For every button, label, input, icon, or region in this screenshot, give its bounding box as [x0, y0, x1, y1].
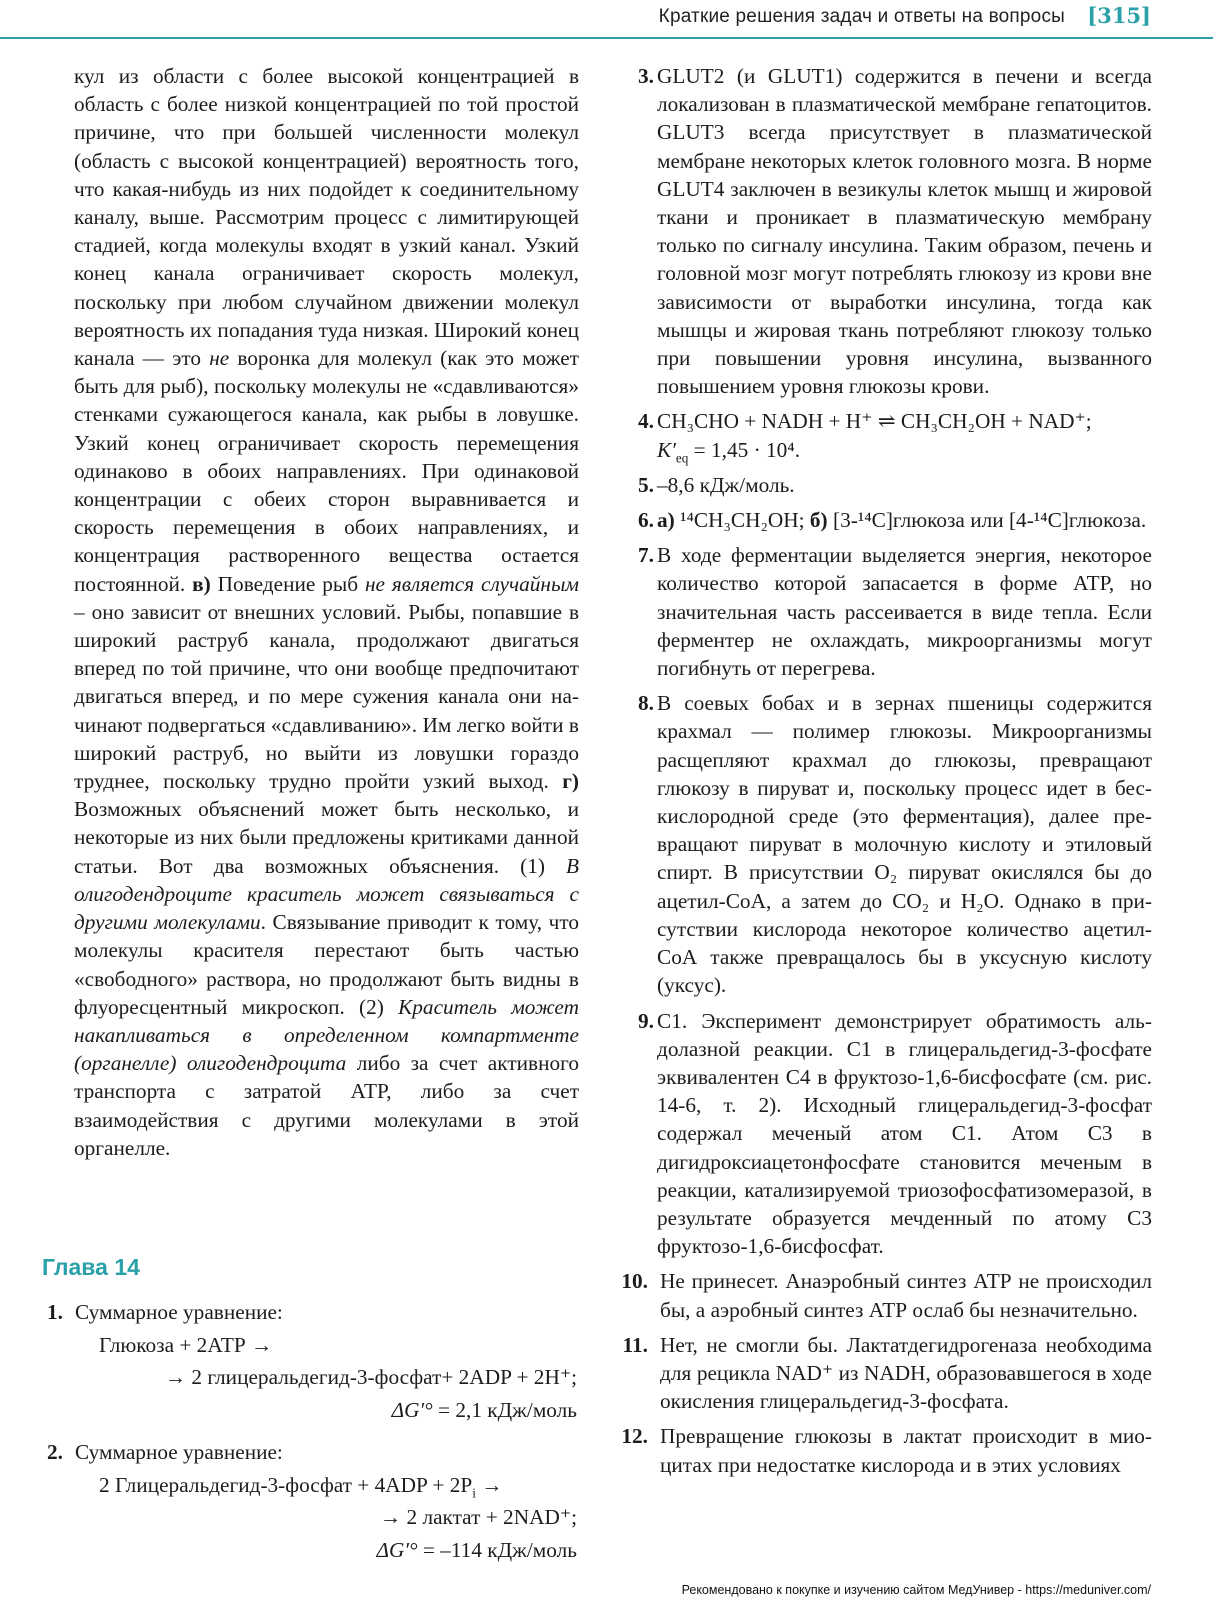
answer-label-g: г)	[562, 769, 579, 794]
right-column	[621, 62, 1152, 1486]
answer-number: 2.	[47, 1440, 63, 1464]
chapter-14-answers	[47, 1296, 577, 1576]
answer-5: 5. –8,6 кДж/моль.	[638, 472, 795, 497]
delta-g-line: ΔG′° = –114 кДж/моль	[376, 1537, 577, 1562]
answer-8: 8. В соевых бобах и в зернах пшеницы содержится крахмал — полимер глюкозы. Микроорганизмы расщепляют крахмал до глюкозы, превращают глюкозу в пируват и, поскольку процесс идет в бескислородной среде (это ферментация), далее превращают пируват в молочную кислоту и этиловый спирт. В присутствии O₂ пируват окислялся бы до ацетил-СоА, а затем до CO₂ и H₂O. Однако в присутствии кислорода некоторое количество ацетил-СоА также превращалось бы в уксусную кислоту (уксус).	[638, 691, 1152, 998]
header-rule	[0, 37, 1213, 39]
answer-4: 4. CH₃CHO + NADH + H⁺ ⇌ CH₃CH₂OH + NAD⁺; $K'_{eq} = 1,45 \cdot 10^4$.	[638, 409, 1092, 465]
answer-11: 11. Нет, не смогли бы. Лактатдегидрогеназа необходима для рецикла NAD⁺ из NADH, образовавшегося в ходе окисления глицеральдегид-3-фосфата.	[622, 1332, 1152, 1414]
answer-9: 9. С1. Эксперимент демонстрирует обратимость альдолазной реакции. С1 в глицеральдегид-3-фосфате эквивалентен С4 в фруктозо-1,6-бисфосфате (см. рис. 14-6, т. 2). Исходный глицеральдегид-3-фосфат содержал меченый атом С1. Атом С3 в дигидроксиацетонфосфате становится меченым в реакции, катализируемой триозофосфатизомеразой, в результате образуется мечденный по атому С3 фруктозо-1,6-бисфосфат.	[638, 1008, 1152, 1259]
chapter-heading: Глава 14	[42, 1254, 140, 1280]
delta-g-line: ΔG′° = 2,1 кДж/моль	[391, 1397, 577, 1422]
equation-line: 2 Глицеральдегид-3-фосфат + $4ADP + 2P_i$ →	[99, 1472, 503, 1500]
answer-2: 2. Суммарное уравнение: 2 Глицеральдегид-3-фосфат + $4ADP + 2P_i$ → → 2 лактат + 2NAD⁺; ΔG′° = –114 кДж/моль	[47, 1436, 577, 1566]
equation-line: → 2 лактат + 2NAD⁺;	[379, 1505, 577, 1529]
answer-1: 1. Суммарное уравнение: Глюкоза + 2АТР → → 2 глицеральдегид-3-фосфат+ 2ADP + 2H⁺; ΔG′° = 2,1 кДж/моль	[47, 1296, 577, 1426]
answer-number: 1.	[47, 1300, 63, 1324]
answer-6: 6. а) ¹⁴CH₃CH₂OH; б) [3-¹⁴C]глюкоза или [4-¹⁴C]глюкоза.	[638, 508, 1147, 533]
answer-12: 12. Превращение глюкозы в лактат происходит в миоцитах при недостатке кислорода и в этих условиях	[621, 1424, 1152, 1477]
answer-10: 10. Не принесет. Анаэробный синтез АТР не происходил бы, а аэробный синтез АТР ослаб бы незначительно.	[621, 1269, 1152, 1322]
equation-line: → 2 глицеральдегид-3-фосфат+ 2ADP + 2H⁺;	[164, 1365, 577, 1389]
paragraph-continuation: кул из области с более высокой концентрацией в область с более низкой концентрацией по той простой причине, что при большей численности молекул (область с высокой концентрацией) вероятность того, что какая-нибудь из них подойдет к соединительному каналу, выше. Рассмотрим процесс с лимитирующей стадией, когда молекулы входят в узкий канал. Узкий конец канала ограничивает скорость молекул, поскольку при любом случайном движении молекул вероятность их попадания туда низкая. Широкий конец канала — это не воронка для молекул (как это может быть для рыб), поскольку молекулы не «сдавливаются» стенками сужающегося канала, как рыбы в ловушке. Узкий конец ограничивает скорость перемещения одинаково в обоих направлениях. При одинаковой концентрации с обеих сторон выравнивается и скорость перемещения в обоих направлениях, и концентрация растворенного вещества остается постоянной. в) Поведение рыб не является случайным – оно зависит от внешних условий. Рыбы, попавшие в широкий раструб канала, продолжают двигаться вперед по той причине, что они вообще предпочитают двигаться вперед, и по мере сужения канала они начинают подвергаться «сдавливанию». Им легко войти в широкий раструб, но выйти из ловушки гораздо труднее, поскольку трудно пройти узкий выход. г) Возможных объяснений может быть несколько, и некоторые из них были предложены критиками данной статьи. Вот два возможных объяснения. (1) В олигодендроците краситель может связываться с другими молекулами. Связывание приводит к тому, что молекулы красителя перестают быть частью «свободного» раствора, но продолжают быть видны в флуоресцентный микроскоп. (2) Краситель может накапливаться в определенном компартменте (органелле) олигодендроцита либо за счет активного транспорта с затратой АТР, либо за счет взаимодействия с другими молекулами в этой органелле.	[74, 64, 579, 1160]
answer-3: 3. GLUT2 (и GLUT1) содержится в печени и всегда локализован в плазматической мембране гепатоцитов. GLUT3 всегда присутствует в плазматической мембране некоторых клеток головного мозга. В норме GLUT4 заключен в везикулы клеток мышц и жировой ткани и проникает в плазматическую мембрану только по сигналу инсулина. Таким образом, печень и головной мозг могут потреблять глюкозу из крови вне зависимости от выработки инсулина, тогда как мышцы и жировая ткань потребляют глюкозу только при повышении уровня инсулина, вызванного повышением уровня глюкозы крови.	[638, 64, 1152, 399]
answer-7: 7. В ходе ферментации выделяется энергия, некоторое количество которой запасается в форме АТР, но значительная часть рассеивается в виде тепла. Если ферментер не охлаждать, микроорганизмы могут погибнуть от перегрева.	[638, 543, 1152, 681]
answer-label-v: в)	[192, 571, 211, 596]
left-column	[74, 62, 579, 1162]
running-title: Краткие решения задач и ответы на вопросы	[658, 6, 1065, 27]
footer-credit: Рекомендовано к покупке и изучению сайтом МедУнивер - https://meduniver.com/	[681, 1583, 1151, 1597]
page-number: [315]	[1087, 3, 1151, 28]
equation-line: Глюкоза + 2АТР →	[99, 1332, 273, 1357]
